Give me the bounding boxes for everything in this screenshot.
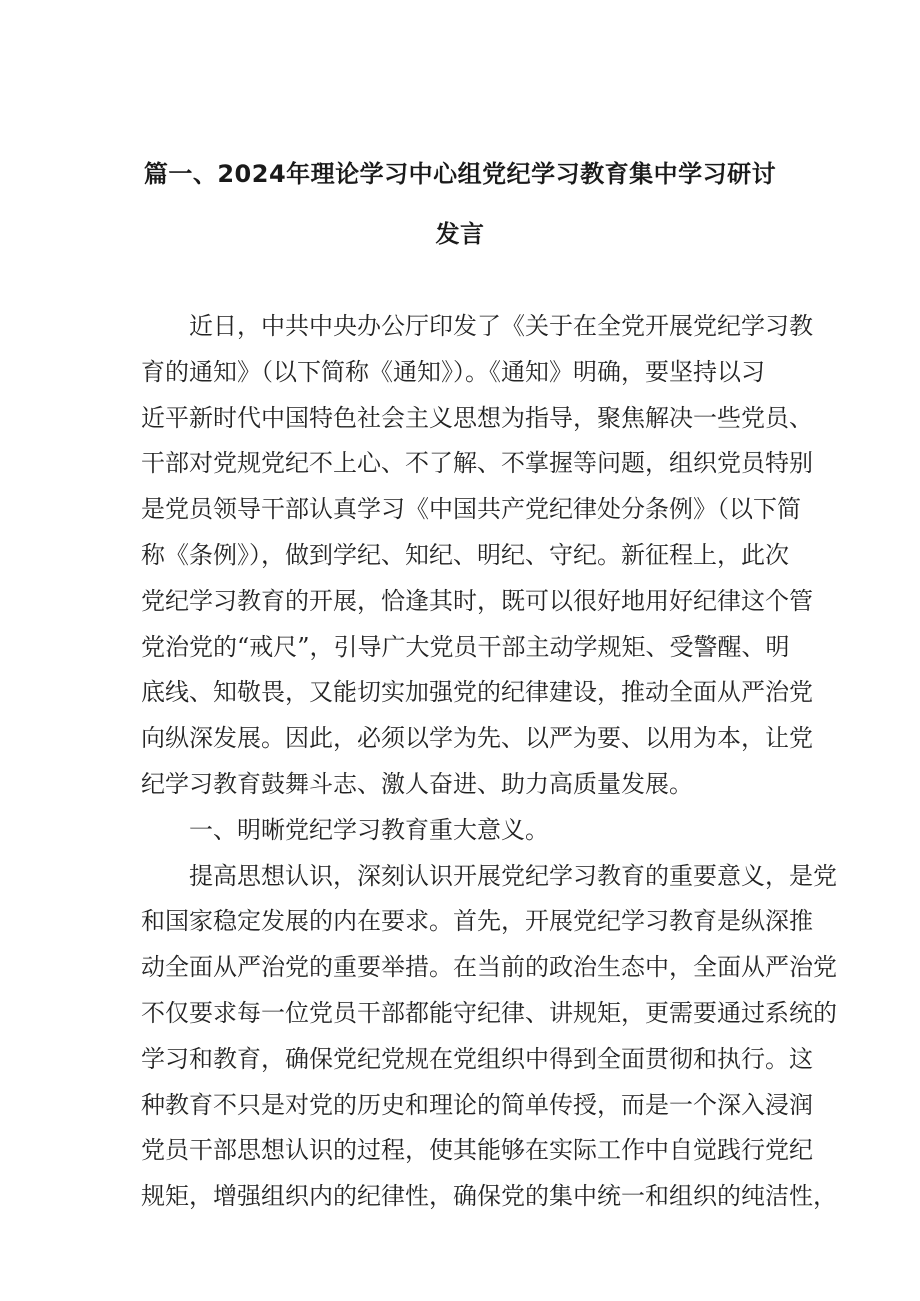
- paragraph-line: 不仅要求每一位党员干部都能守纪律、讲规矩，更需要通过系统的: [141, 998, 837, 1027]
- document-title: 篇一、2024年理论学习中心组党纪学习教育集中学习研讨: [143, 160, 777, 188]
- paragraph-line: 近日，中共中央办公厅印发了《关于在全党开展党纪学习教: [189, 312, 813, 340]
- paragraph-line: 学习和教育，确保党纪党规在党组织中得到全面贯彻和执行。这: [141, 1044, 813, 1073]
- paragraph-line: 育的通知》（以下简称《通知》）。《通知》明确，要坚持以习: [141, 357, 765, 386]
- paragraph-line: 和国家稳定发展的内在要求。首先，开展党纪学习教育是纵深推: [141, 907, 813, 936]
- paragraph-line: 动全面从严治党的重要举措。在当前的政治生态中，全面从严治党: [141, 953, 837, 982]
- paragraph-line: 称《条例》），做到学纪、知纪、明纪、守纪。新征程上，此次: [141, 540, 789, 569]
- paragraph-line: 种教育不只是对党的历史和理论的简单传授，而是一个深入浸润: [141, 1090, 813, 1119]
- paragraph-line: 近平新时代中国特色社会主义思想为指导，聚焦解决一些党员、: [141, 403, 813, 432]
- paragraph-line: 底线、知敬畏，又能切实加强党的纪律建设，推动全面从严治党: [141, 678, 813, 707]
- paragraph-line: 规矩，增强组织内的纪律性，确保党的集中统一和组织的纯洁性，: [141, 1182, 837, 1211]
- paragraph-line: 是党员领导干部认真学习《中国共产党纪律处分条例》（以下简: [141, 495, 801, 524]
- paragraph-line: 提高思想认识，深刻认识开展党纪学习教育的重要意义，是党: [189, 861, 837, 890]
- paragraph-line: 纪学习教育鼓舞斗志、激人奋进、助力高质量发展。: [141, 769, 693, 798]
- document-title-continued: 发言: [435, 220, 485, 248]
- paragraph-line: 干部对党规党纪不上心、不了解、不掌握等问题，组织党员特别: [141, 449, 813, 478]
- paragraph-line: 党治党的“戒尺”，引导广大党员干部主动学规矩、受警醒、明: [141, 632, 790, 661]
- paragraph-line: 党员干部思想认识的过程，使其能够在实际工作中自觉践行党纪: [141, 1136, 813, 1165]
- paragraph-line: 向纵深发展。因此，必须以学为先、以严为要、以用为本，让党: [141, 724, 813, 753]
- section-heading: 一、明晰党纪学习教育重大意义。: [189, 815, 549, 844]
- document-body: [141, 304, 837, 1220]
- paragraph-line: 党纪学习教育的开展，恰逢其时，既可以很好地用好纪律这个管: [141, 586, 813, 615]
